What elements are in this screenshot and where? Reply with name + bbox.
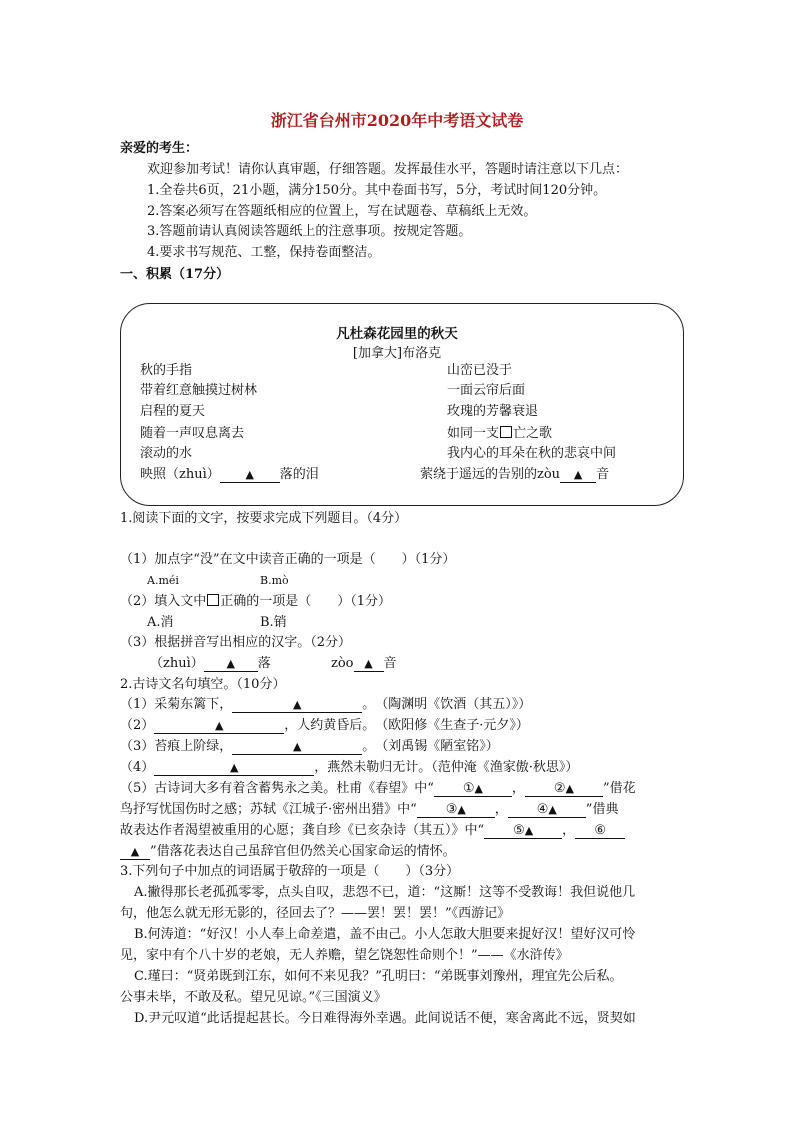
poem-line: 滚动的水 xyxy=(140,446,193,461)
answer-blank xyxy=(354,656,384,672)
poem-line: 随着一声叹息离去 xyxy=(140,426,245,441)
option: B.mò xyxy=(260,574,289,587)
fill-line xyxy=(120,737,499,757)
poem-line xyxy=(140,465,319,485)
answer-blank xyxy=(120,844,150,860)
poem-line: 我内心的耳朵在秋的悲哀中间 xyxy=(447,446,617,461)
rule-item: 3.答题前请认真阅读答题纸上的注意事项。按规定答题。 xyxy=(147,224,472,239)
poem-line-text: 如同一支 xyxy=(447,426,500,441)
page-title: 浙江省台州市2020年中考语文试卷 xyxy=(270,111,524,130)
question-text: ”借落花表达自己虽辞官但仍然关心国家命运的情怀。 xyxy=(150,844,456,859)
option-text: 见，家中有个八十岁的老娘，无人养赡，望乞饶恕性命则个！”——《水浒传》 xyxy=(120,948,569,963)
answer-blank xyxy=(204,656,258,672)
fill-line xyxy=(120,695,531,715)
rule-item: 1.全卷共6页，21小题，满分150分。其中卷面书写，5分，考试时间120分钟。 xyxy=(147,183,607,198)
answer-blank xyxy=(484,823,562,839)
blank-number: ② xyxy=(553,781,566,796)
question-text: ，人约黄昏后。 （欧阳修《生查子·元夕》） xyxy=(284,718,529,733)
blank-marker: ▲ xyxy=(548,803,557,816)
question-text: 。 （陶渊明《饮酒（其五）》） xyxy=(362,697,532,712)
poem-line: 带着红意触摸过树林 xyxy=(140,383,258,398)
blank-marker: ▲ xyxy=(130,845,140,858)
answer-line xyxy=(331,654,397,674)
blank-marker: ▲ xyxy=(364,657,373,670)
blank-marker: ▲ xyxy=(573,468,583,481)
question-text: 。 （刘禹锡《陋室铭》） xyxy=(362,739,499,754)
poem-author: [加拿大]布洛克 xyxy=(352,346,442,361)
blank-marker: ▲ xyxy=(457,803,466,816)
option-text: C.瑾曰：“贤弟既到江东，如何不来见我？”孔明曰：“弟既事刘豫州，理宜先公后私。 xyxy=(134,969,623,984)
poem-title: 凡杜森花园里的秋天 xyxy=(336,326,458,342)
question-text: zòo xyxy=(331,656,354,671)
poem-line-text: 萦绕于遥远的告别的zòu xyxy=(420,467,561,482)
answer-blank xyxy=(232,739,362,755)
rule-item: 2.答案必须写在答题纸相应的位置上，写在试题卷、草稿纸上无效。 xyxy=(147,204,537,219)
blank-marker: ▲ xyxy=(293,740,302,753)
poem-line-text: 亡之歌 xyxy=(513,426,553,441)
blank-marker: ▲ xyxy=(230,761,239,774)
option: A.消 xyxy=(147,615,174,630)
fill-line xyxy=(120,758,578,778)
poem-line: 山峦已没于 xyxy=(447,363,513,378)
question-text: 故表达作者渴望被重用的心愿；龚自珍《已亥杂诗（其五）》中“ xyxy=(120,823,485,838)
option-text: 句，他怎么就无形无影的，径回去了？——罢！罢！罢！”《西游记》 xyxy=(120,906,511,921)
question-stem: 2.古诗文名句填空。（10分） xyxy=(120,677,286,692)
blank-number: ⑥ xyxy=(594,823,606,838)
question-text: （2）填入文中 xyxy=(120,594,207,609)
answer-blank xyxy=(575,823,625,839)
question-stem: 1.阅读下面的文字，按要求完成下列题目。（4分） xyxy=(120,511,408,526)
fill-line xyxy=(120,779,636,799)
poem-line: 一面云帘后面 xyxy=(447,383,526,398)
poem-line-text: 落的泪 xyxy=(279,467,319,482)
blank-number: ④ xyxy=(536,802,549,817)
blank-marker: ▲ xyxy=(565,782,574,795)
section-heading: 一、积累（17分） xyxy=(120,267,230,282)
poem-line xyxy=(420,465,609,485)
option: B.销 xyxy=(260,615,287,630)
question-text: （zhuì） xyxy=(150,656,204,671)
poem-line-text: 映照（zhuì） xyxy=(140,467,220,482)
question-text: （2） xyxy=(120,718,155,733)
question-text: 正确的一项是（ ）（1分） xyxy=(220,594,392,609)
question-text: （5）古诗词大多有着含蓄隽永之美。杜甫《春望》中“ xyxy=(120,781,434,796)
box-placeholder xyxy=(207,594,219,606)
blank-marker: ▲ xyxy=(474,782,483,795)
poem-line xyxy=(447,424,552,444)
greeting: 亲爱的考生： xyxy=(120,141,199,156)
fill-line xyxy=(120,800,618,820)
question-text: 音 xyxy=(383,656,397,671)
question-text: 鸟抒写忧国伤时之感；苏轼《江城子·密州出猎》中“ xyxy=(120,802,417,817)
question-text: ，燕然未勒归无计。（范仲淹《渔家傲·秋思》） xyxy=(314,760,579,775)
question-text: （1）采菊东篱下， xyxy=(120,697,233,712)
answer-line xyxy=(150,654,271,674)
answer-blank xyxy=(220,467,280,483)
question-part: （1）加点字“没”在文中读音正确的一项是（ ）（1分） xyxy=(120,552,456,567)
question-part: （3）根据拼音写出相应的汉字。（2分） xyxy=(120,635,352,650)
option-text: B.何涛道：“好汉！小人奉上命差遣，盖不由己。小人怎敢大胆要来捉好汉！望好汉可怜 xyxy=(134,927,636,942)
option-text: 公事未毕，不敢及私。望兄见谅。”《三国演义》 xyxy=(120,990,387,1005)
question-stem: 3.下列句子中加点的词语属于敬辞的一项是（ ）（3分） xyxy=(120,864,460,879)
question-text: ”借花 xyxy=(602,781,636,796)
question-text: ， xyxy=(511,781,525,796)
answer-blank xyxy=(154,718,284,734)
answer-blank xyxy=(232,697,362,713)
question-part xyxy=(120,592,391,612)
question-text: （4） xyxy=(120,760,155,775)
fill-line xyxy=(120,842,456,862)
question-text: （3）苔痕上阶绿， xyxy=(120,739,233,754)
blank-marker: ▲ xyxy=(293,698,302,711)
answer-blank xyxy=(417,802,495,818)
poem-line: 秋的手指 xyxy=(140,363,193,378)
fill-line xyxy=(120,716,529,736)
blank-marker: ▲ xyxy=(524,824,534,837)
question-text: ”借典 xyxy=(585,802,619,817)
poem-line: 玫瑰的芳馨衰退 xyxy=(447,404,539,419)
answer-blank xyxy=(525,781,603,797)
fill-line xyxy=(120,821,625,841)
option-text: A.撇得那长老孤孤零零，点头自叹，悲怨不已，道：“这厮！这等不受教诲！我但说他几 xyxy=(134,885,636,900)
blank-number: ① xyxy=(462,781,475,796)
answer-blank xyxy=(560,467,596,483)
answer-blank xyxy=(434,781,512,797)
answer-blank xyxy=(154,760,314,776)
rule-item: 4.要求书写规范、工整，保持卷面整洁。 xyxy=(147,245,381,260)
option-text: D.尹元叹道“此话提起甚长。今日难得海外幸遇。此间说话不便，寒舍离此不远，贤契如 xyxy=(134,1011,636,1026)
poem-line-text: 音 xyxy=(596,467,610,482)
option: A.méi xyxy=(147,574,179,587)
blank-marker: ▲ xyxy=(226,657,235,670)
blank-number: ⑤ xyxy=(513,823,525,838)
blank-number: ③ xyxy=(445,802,458,817)
box-placeholder xyxy=(500,426,512,438)
intro-text: 欢迎参加考试！请你认真审题，仔细答题。发挥最佳水平，答题时请注意以下几点： xyxy=(147,162,629,177)
question-text: ， xyxy=(494,802,508,817)
poem-line: 启程的夏天 xyxy=(140,404,206,419)
blank-marker: ▲ xyxy=(245,468,254,481)
answer-blank xyxy=(508,802,586,818)
question-text: 落 xyxy=(257,656,271,671)
blank-marker: ▲ xyxy=(215,719,224,732)
question-text: ， xyxy=(562,823,576,838)
